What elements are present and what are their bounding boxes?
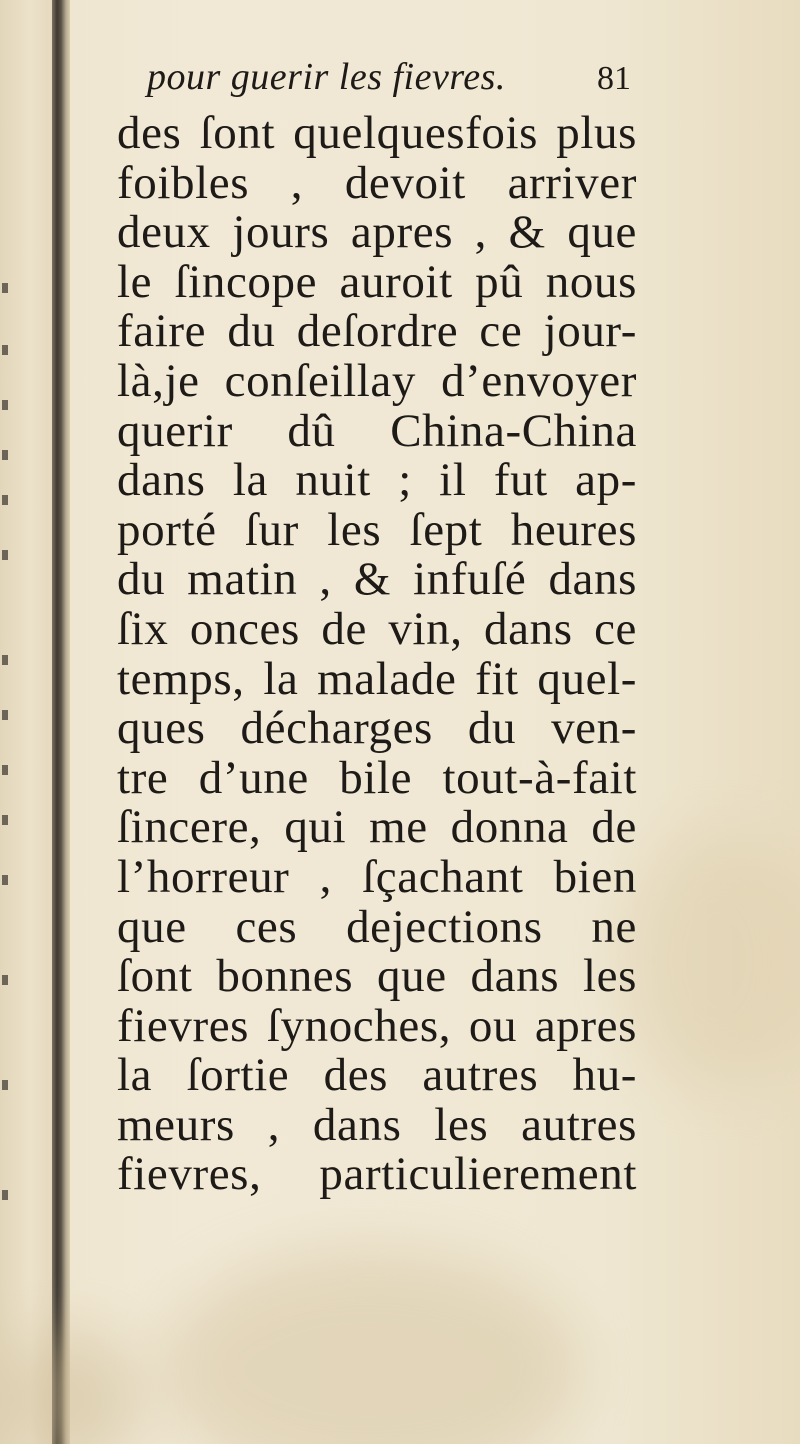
text-line: là,je conſeillay d’envoyer (117, 354, 637, 407)
book-gutter (52, 0, 70, 1444)
text-line: tre d’une bile tout-à-fait (117, 751, 637, 804)
paper-stain (620, 830, 800, 1090)
text-line: ques décharges du ven- (117, 702, 637, 755)
text-line: meurs , dans les autres (117, 1098, 637, 1151)
page-text-block (117, 55, 637, 1200)
text-line: deux jours apres , & que (117, 206, 637, 259)
text-line: querir dû China-China (117, 404, 637, 457)
text-line: que ces dejections ne (117, 900, 637, 953)
text-line: ſincere, qui me donna de (117, 801, 637, 854)
text-line: l’horreur , ſçachant bien (117, 850, 637, 903)
text-line: faire du deſordre ce jour- (117, 305, 637, 358)
text-line: ſont bonnes que dans les (117, 950, 637, 1003)
running-title: pour guerir les fievres. (147, 56, 506, 98)
running-head (117, 55, 637, 109)
text-line: ſix onces de vin, dans ce (117, 602, 637, 655)
text-line: foibles , devoit arriver (117, 156, 637, 209)
previous-page-text-fragments (0, 0, 14, 1444)
text-line: fievres ſynoches, ou apres (117, 999, 637, 1052)
page-number: 81 (597, 60, 631, 97)
text-line: le ſincope auroit pû nous (117, 255, 637, 308)
text-line: des ſont quelquesfois plus (117, 107, 637, 159)
text-line: du matin , & infuſé dans (117, 553, 637, 606)
paper-stain (160, 1250, 580, 1444)
text-line: fievres, particulierement (117, 1148, 637, 1201)
text-line: temps, la malade fit quel- (117, 652, 637, 705)
text-line: porté ſur les ſept heures (117, 503, 637, 556)
text-line: dans la nuit ; il fut ap- (117, 454, 637, 507)
text-line: la ſortie des autres hu- (117, 1049, 637, 1102)
